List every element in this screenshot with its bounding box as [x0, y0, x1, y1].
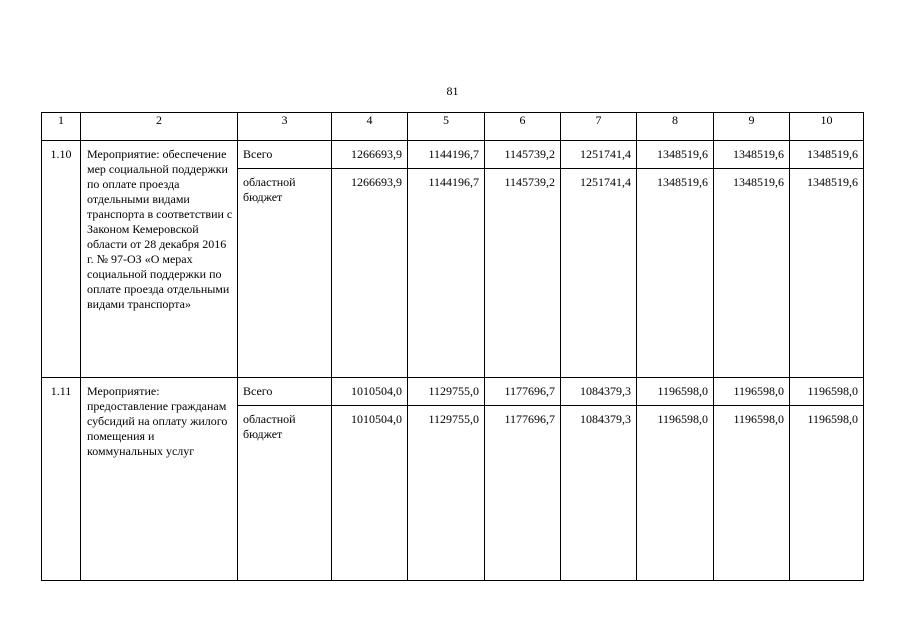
header-cell: 10	[790, 113, 864, 141]
row-description: Мероприятие: обеспечение мер социальной поддержки по оплате проезда отдельными видами транспорта в соответствии с Законом Кемеровской области от 28 декабря 2016 г. № 97-ОЗ «О мерах социальной поддержки по оплате проезда отдельными видами транспорта»	[81, 141, 238, 378]
value-cell: 1348519,6	[714, 169, 790, 378]
value-cell: 1348519,6	[714, 141, 790, 169]
value-cell: 1010504,0	[332, 406, 408, 581]
value-cell: 1348519,6	[637, 169, 714, 378]
value-cell: 1196598,0	[714, 378, 790, 406]
value-cell: 1144196,7	[408, 141, 485, 169]
value-cell: 1196598,0	[637, 406, 714, 581]
value-cell: 1084379,3	[561, 406, 637, 581]
value-cell: 1348519,6	[790, 169, 864, 378]
value-cell: 1145739,2	[485, 169, 561, 378]
value-cell: 1266693,9	[332, 141, 408, 169]
header-cell: 3	[238, 113, 332, 141]
value-cell: 1144196,7	[408, 169, 485, 378]
header-cell: 5	[408, 113, 485, 141]
header-cell: 1	[42, 113, 81, 141]
header-cell: 8	[637, 113, 714, 141]
value-cell: 1010504,0	[332, 378, 408, 406]
row-description: Мероприятие: предоставление гражданам субсидий на оплату жилого помещения и коммунальных услуг	[81, 378, 238, 581]
row-code: 1.11	[42, 378, 81, 581]
row-code: 1.10	[42, 141, 81, 378]
funding-source: областной бюджет	[238, 169, 332, 378]
value-cell: 1251741,4	[561, 169, 637, 378]
budget-table	[41, 112, 864, 581]
value-cell: 1196598,0	[790, 378, 864, 406]
value-cell: 1196598,0	[790, 406, 864, 581]
value-cell: 1177696,7	[485, 406, 561, 581]
value-cell: 1196598,0	[714, 406, 790, 581]
value-cell: 1196598,0	[637, 378, 714, 406]
header-cell: 9	[714, 113, 790, 141]
page-number: 81	[446, 84, 459, 98]
funding-source: областной бюджет	[238, 406, 332, 581]
value-cell: 1084379,3	[561, 378, 637, 406]
header-cell: 2	[81, 113, 238, 141]
table-header-row	[42, 113, 864, 141]
funding-source: Всего	[238, 141, 332, 169]
header-cell: 7	[561, 113, 637, 141]
header-cell: 6	[485, 113, 561, 141]
value-cell: 1177696,7	[485, 378, 561, 406]
value-cell: 1348519,6	[637, 141, 714, 169]
value-cell: 1145739,2	[485, 141, 561, 169]
value-cell: 1129755,0	[408, 406, 485, 581]
value-cell: 1348519,6	[790, 141, 864, 169]
table-row	[42, 378, 864, 406]
value-cell: 1129755,0	[408, 378, 485, 406]
value-cell: 1266693,9	[332, 169, 408, 378]
header-cell: 4	[332, 113, 408, 141]
value-cell: 1251741,4	[561, 141, 637, 169]
funding-source: Всего	[238, 378, 332, 406]
table-row	[42, 141, 864, 169]
